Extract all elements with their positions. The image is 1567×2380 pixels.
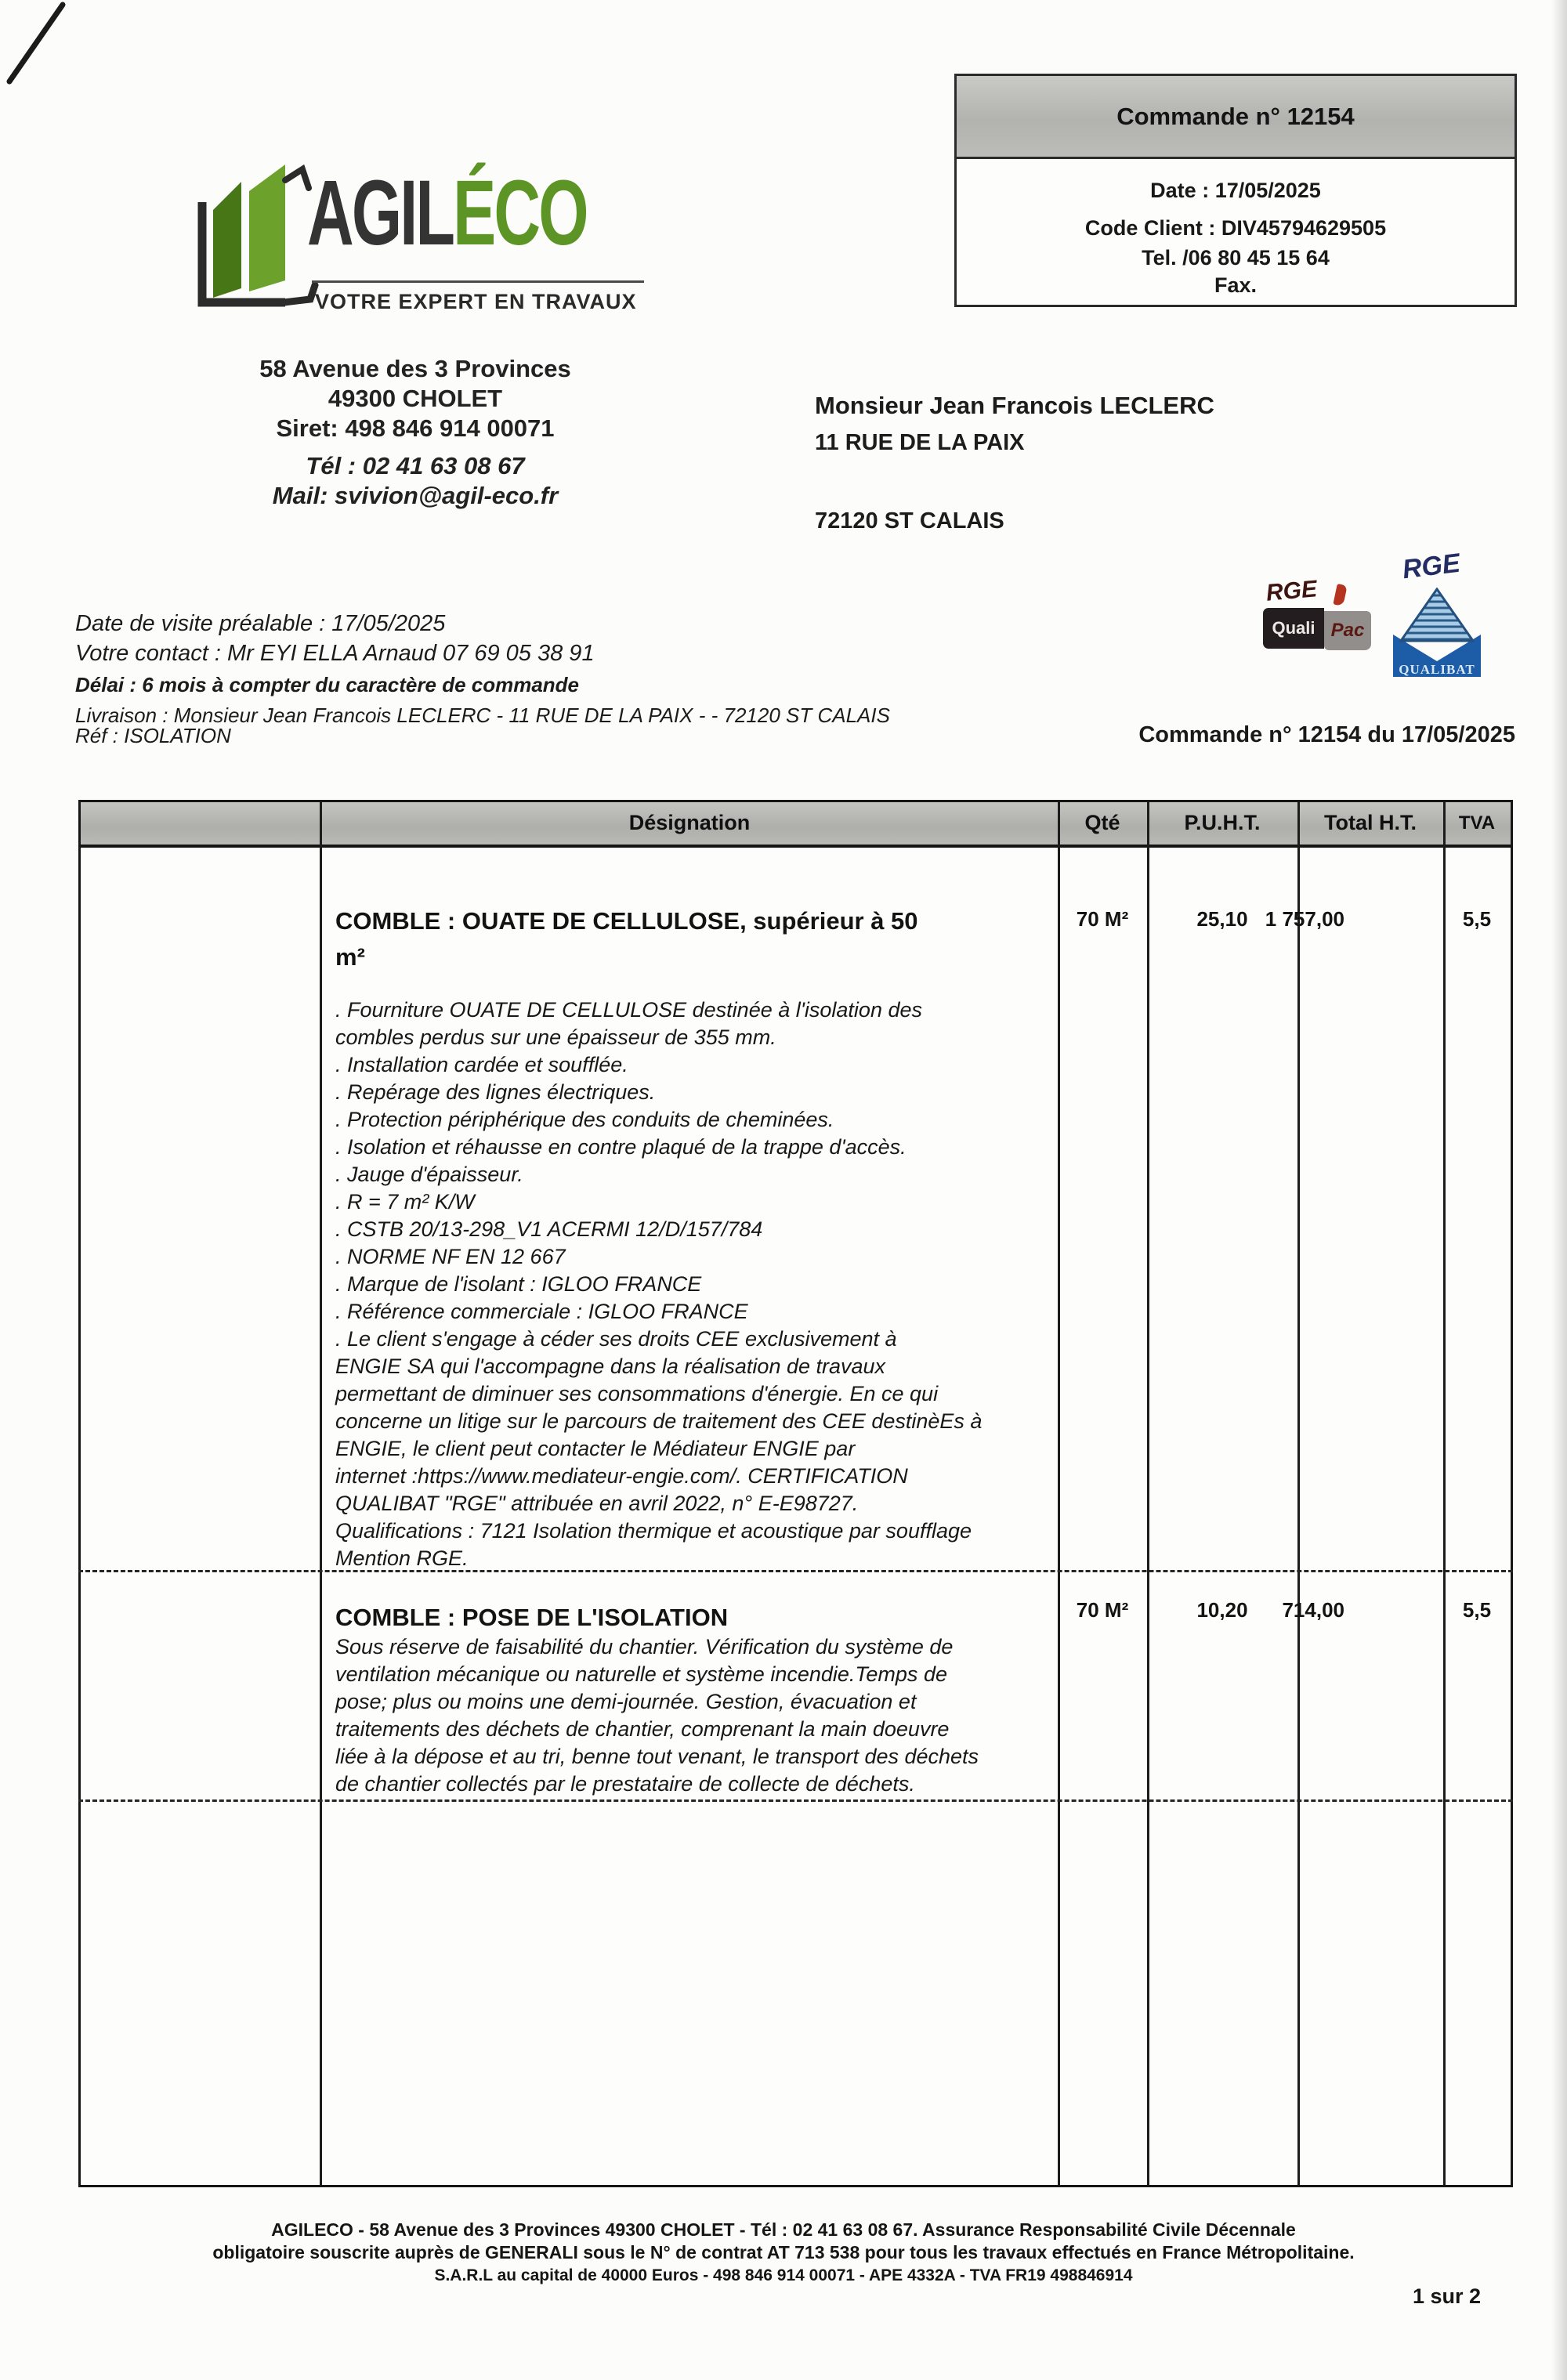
pen-stroke: [0, 0, 94, 102]
item-tva: 5,5: [1462, 1598, 1492, 1622]
tagline-rule: [312, 280, 644, 283]
order-box-title: Commande n° 12154: [957, 76, 1515, 159]
visit-ref-line: Réf : ISOLATION: [75, 724, 231, 747]
table-column-line: [1147, 802, 1149, 2185]
qualibat-pyramid-icon: [1388, 588, 1486, 683]
item-description: . Fourniture OUATE DE CELLULOSE destinée à l'isolation des combles perdus sur une épaisseur de 355 mm. . Installation cardée et soufflée. . Repérage des lignes électriques. . Protection périphérique des conduits de cheminées. . Isolation et réhausse en contre plaqué de la trappe d'accès. . Jauge d'épaisseur. . R = 7 m² K/W . CSTB 20/13-298_V1 ACERMI 12/D/157/784 . NORME NF EN 12 667 . Marque de l'isolant : IGLOO FRANCE . Référence commerciale : IGLOO FRANCE . Le client s'engage à céder ses droits CEE exclusivement à ENGIE SA qui l'accompagne dans la réalisation de travaux permettant de diminuer ses consommations d'énergie. En ce qui concerne un litige sur le parcours de traitement des CEE destinèEs à ENGIE, le client peut contacter le Médiateur ENGIE par internet :https://www.mediateur-engie.com/. CERTIFICATION QUALIBAT "RGE" attribuée en avril 2022, n° E-E98727. Qualifications : 7121 Isolation thermique et acoustique par soufflage Mention RGE.: [335, 998, 983, 1570]
table-column-line: [320, 802, 322, 2185]
order-date: Date : 17/05/2025: [1150, 179, 1321, 202]
item-description: Sous réserve de faisabilité du chantier. Vérification du système de ventilation mécanique ou naturelle et système incendie.Temps de pose; plus ou moins une demi-journée. Gestion, évacuation et traitements des déchets de chantier, comprenant la main doeuvre liée à la dépose et au tri, benne tout venant, le transport des déchets de chantier collectés par le prestataire de collecte de déchets.: [335, 1635, 979, 1796]
order-tel: Tel. /06 80 45 15 64: [1142, 246, 1330, 269]
company-siret: Siret: 498 846 914 00071: [276, 414, 555, 442]
customer-street: 11 RUE DE LA PAIX: [815, 430, 1025, 455]
wordmark-agil: AGIL: [307, 161, 454, 265]
header-designation: Désignation: [628, 811, 751, 834]
item-total: 1 757,00: [1265, 907, 1344, 931]
visit-delay-line: Délai : 6 mois à compter du caractère de commande: [75, 673, 580, 696]
visit-delivery-line: Livraison : Monsieur Jean Francois LECLERC - 11 RUE DE LA PAIX - - 72120 ST CALAIS: [75, 704, 890, 727]
qualipac-red-mark: [1333, 584, 1347, 606]
scan-edge-shadow: [1551, 0, 1567, 2380]
page-number: 1 sur 2: [1412, 2284, 1481, 2308]
customer-city: 72120 ST CALAIS: [815, 508, 1004, 534]
header-unit-price: P.U.H.T.: [1184, 811, 1261, 834]
rge-qualipac-badge: [1263, 576, 1373, 656]
customer-name: Monsieur Jean Francois LECLERC: [815, 392, 1214, 419]
qualibat-rge-text: RGE: [1400, 548, 1462, 585]
agileco-logo-icon: [191, 146, 320, 310]
footer-line-2: obligatoire souscrite auprès de GENERALI sous le N° de contrat AT 713 538 pour tous les travaux effectués en France Métropolitaine.: [212, 2242, 1355, 2262]
qualipac-pac-text: Pac: [1324, 611, 1371, 650]
order-box: [954, 74, 1517, 307]
company-mail: Mail: svivion@agil-eco.fr: [272, 482, 559, 509]
item-qty: 70 M²: [1076, 1598, 1129, 1622]
agileco-wordmark: [307, 161, 587, 265]
company-address-1: 58 Avenue des 3 Provinces: [259, 355, 571, 382]
table-header-band: [81, 802, 1511, 848]
header-total: Total H.T.: [1324, 811, 1417, 834]
visit-contact-line: Votre contact : Mr EYI ELLA Arnaud 07 69 05 38 91: [75, 641, 595, 666]
visit-date-line: Date de visite préalable : 17/05/2025: [75, 611, 446, 636]
wordmark-eco: ÉCO: [453, 161, 587, 265]
company-address-2: 49300 CHOLET: [328, 385, 503, 412]
header-tva: TVA: [1458, 812, 1496, 834]
order-ref-right: Commande n° 12154 du 17/05/2025: [1138, 722, 1515, 747]
header-qty: Qté: [1084, 811, 1120, 834]
qualipac-quali-text: Quali: [1263, 608, 1324, 649]
footer-line-1: AGILECO - 58 Avenue des 3 Provinces 49300 CHOLET - Tél : 02 41 63 08 67. Assurance Responsabilité Civile Décennale: [271, 2219, 1296, 2240]
company-tel: Tél : 02 41 63 08 67: [306, 452, 525, 479]
table-column-line: [1297, 802, 1300, 2185]
items-table: [78, 800, 1513, 2187]
item-total: 714,00: [1282, 1598, 1344, 1622]
rge-qualibat-badge: [1388, 548, 1486, 683]
row-separator: [78, 1799, 1513, 1802]
item-unit-price: 10,20: [1196, 1598, 1248, 1622]
order-fax: Fax.: [1214, 273, 1258, 297]
item-title: COMBLE : OUATE DE CELLULOSE, supérieur à 50 m²: [335, 907, 918, 971]
item-unit-price: 25,10: [1196, 907, 1248, 931]
order-code-client: Code Client : DIV45794629505: [1084, 216, 1387, 240]
item-tva: 5,5: [1462, 907, 1492, 931]
qualipac-rge-text: RGE: [1265, 576, 1319, 606]
svg-text:QUALIBAT: QUALIBAT: [1399, 662, 1475, 677]
footer-line-3: S.A.R.L au capital de 40000 Euros - 498 846 914 00071 - APE 4332A - TVA FR19 498846914: [434, 2266, 1133, 2284]
item-title: COMBLE : POSE DE L'ISOLATION: [335, 1604, 729, 1631]
row-separator: [78, 1570, 1513, 1572]
item-qty: 70 M²: [1076, 907, 1129, 931]
logo-tagline: VOTRE EXPERT EN TRAVAUX: [315, 290, 637, 313]
table-column-line: [1443, 802, 1446, 2185]
